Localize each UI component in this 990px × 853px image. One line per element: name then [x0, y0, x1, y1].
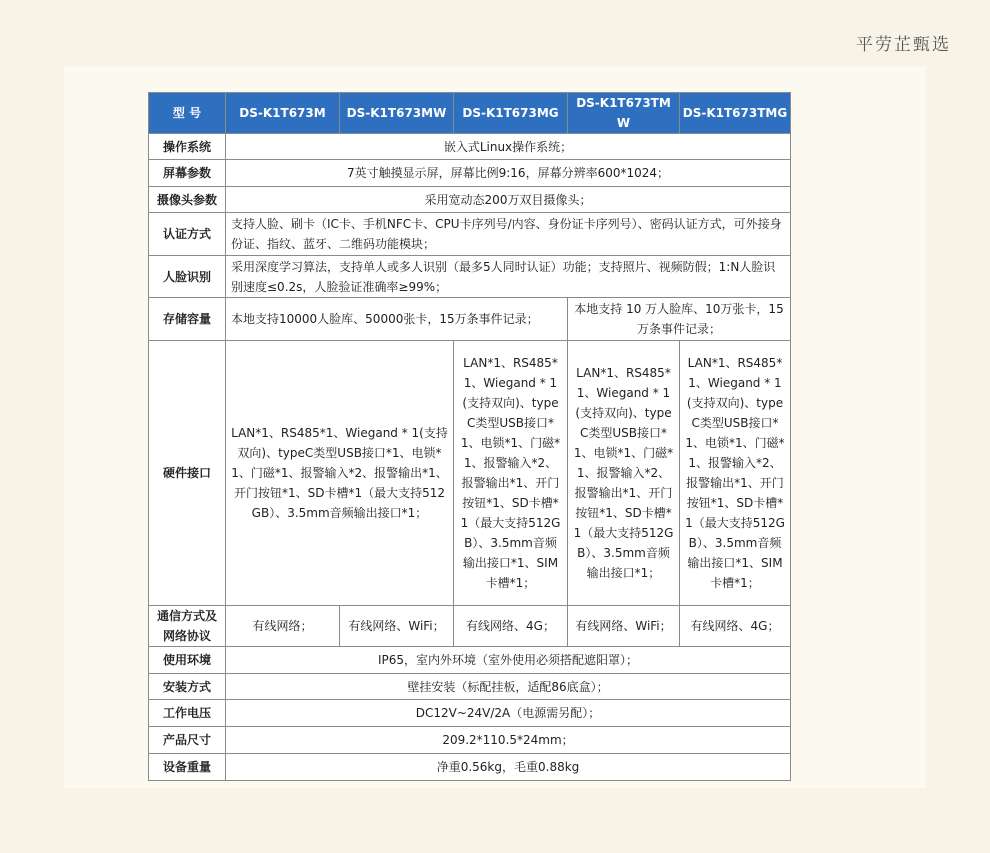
row-label: 安装方式 — [149, 674, 226, 700]
header-model: DS-K1T673TMW — [568, 93, 680, 134]
row-value: 支持人脸、刷卡（IC卡、手机NFC卡、CPU卡序列号/内容、身份证卡序列号）、密码认证方式，可外接身份证、指纹、蓝牙、二维码功能模块； — [226, 213, 791, 256]
table-row — [149, 213, 791, 256]
row-value: IP65，室内外环境（室外使用必须搭配遮阳罩）； — [226, 647, 791, 674]
table-row — [149, 341, 791, 606]
table-row — [149, 160, 791, 187]
table-row — [149, 674, 791, 700]
table-row — [149, 187, 791, 213]
header-model: DS-K1T673TMG — [680, 93, 791, 134]
spec-table — [148, 92, 791, 781]
row-value: 有线网络、4G； — [680, 606, 791, 647]
row-value: LAN*1、RS485*1、Wiegand * 1(支持双向)、typeC类型USB接口*1、电锁*1、门磁*1、报警输入*2、报警输出*1、开门按钮*1、SD卡槽*1（最大支持512GB）、3.5mm音频输出接口*1、SIM卡槽*1； — [680, 341, 791, 606]
row-label: 摄像头参数 — [149, 187, 226, 213]
row-value: 壁挂安装（标配挂板，适配86底盒）； — [226, 674, 791, 700]
row-value: 7英寸触摸显示屏，屏幕比例9:16，屏幕分辨率600*1024； — [226, 160, 791, 187]
row-label: 屏幕参数 — [149, 160, 226, 187]
header-model: DS-K1T673MW — [340, 93, 454, 134]
row-label: 产品尺寸 — [149, 727, 226, 754]
row-value: 净重0.56kg，毛重0.88kg — [226, 754, 791, 781]
table-row — [149, 298, 791, 341]
table-row — [149, 727, 791, 754]
row-value: 本地支持10000人脸库、50000张卡，15万条事件记录； — [226, 298, 568, 341]
row-value: 209.2*110.5*24mm； — [226, 727, 791, 754]
watermark-text: 平劳芷甄选 — [856, 35, 951, 55]
row-value: DC12V~24V/2A（电源需另配）； — [226, 700, 791, 727]
row-label: 设备重量 — [149, 754, 226, 781]
row-value: LAN*1、RS485*1、Wiegand * 1(支持双向)、typeC类型USB接口*1、电锁*1、门磁*1、报警输入*2、报警输出*1、开门按钮*1、SD卡槽*1（最大支持512GB）、3.5mm音频输出接口*1； — [226, 341, 454, 606]
header-model: DS-K1T673MG — [454, 93, 568, 134]
row-label: 通信方式及网络协议 — [149, 606, 226, 647]
table-row — [149, 606, 791, 647]
row-value: LAN*1、RS485*1、Wiegand * 1(支持双向)、typeC类型USB接口*1、电锁*1、门磁*1、报警输入*2、报警输出*1、开门按钮*1、SD卡槽*1（最大支持512GB）、3.5mm音频输出接口*1、SIM卡槽*1； — [454, 341, 568, 606]
table-row — [149, 134, 791, 160]
row-label: 存储容量 — [149, 298, 226, 341]
header-label: 型 号 — [149, 93, 226, 134]
row-label: 操作系统 — [149, 134, 226, 160]
row-label: 工作电压 — [149, 700, 226, 727]
row-value: 采用宽动态200万双目摄像头； — [226, 187, 791, 213]
row-value: 有线网络、WiFi； — [340, 606, 454, 647]
table-row — [149, 754, 791, 781]
row-value: LAN*1、RS485*1、Wiegand * 1(支持双向)、typeC类型USB接口*1、电锁*1、门磁*1、报警输入*2、报警输出*1、开门按钮*1、SD卡槽*1（最大支持512GB）、3.5mm音频输出接口*1； — [568, 341, 680, 606]
table-row — [149, 700, 791, 727]
row-value: 采用深度学习算法，支持单人或多人识别（最多5人同时认证）功能；支持照片、视频防假；1:N人脸识别速度≤0.2s，人脸验证准确率≥99%； — [226, 256, 791, 298]
row-value: 有线网络； — [226, 606, 340, 647]
header-row — [149, 93, 791, 134]
row-value: 有线网络、WiFi； — [568, 606, 680, 647]
row-value: 本地支持 10 万人脸库、10万张卡，15 万条事件记录； — [568, 298, 791, 341]
table-row — [149, 256, 791, 298]
row-label: 人脸识别 — [149, 256, 226, 298]
row-label: 硬件接口 — [149, 341, 226, 606]
row-value: 有线网络、4G； — [454, 606, 568, 647]
row-label: 认证方式 — [149, 213, 226, 256]
header-model: DS-K1T673M — [226, 93, 340, 134]
row-value: 嵌入式Linux操作系统； — [226, 134, 791, 160]
row-label: 使用环境 — [149, 647, 226, 674]
table-row — [149, 647, 791, 674]
